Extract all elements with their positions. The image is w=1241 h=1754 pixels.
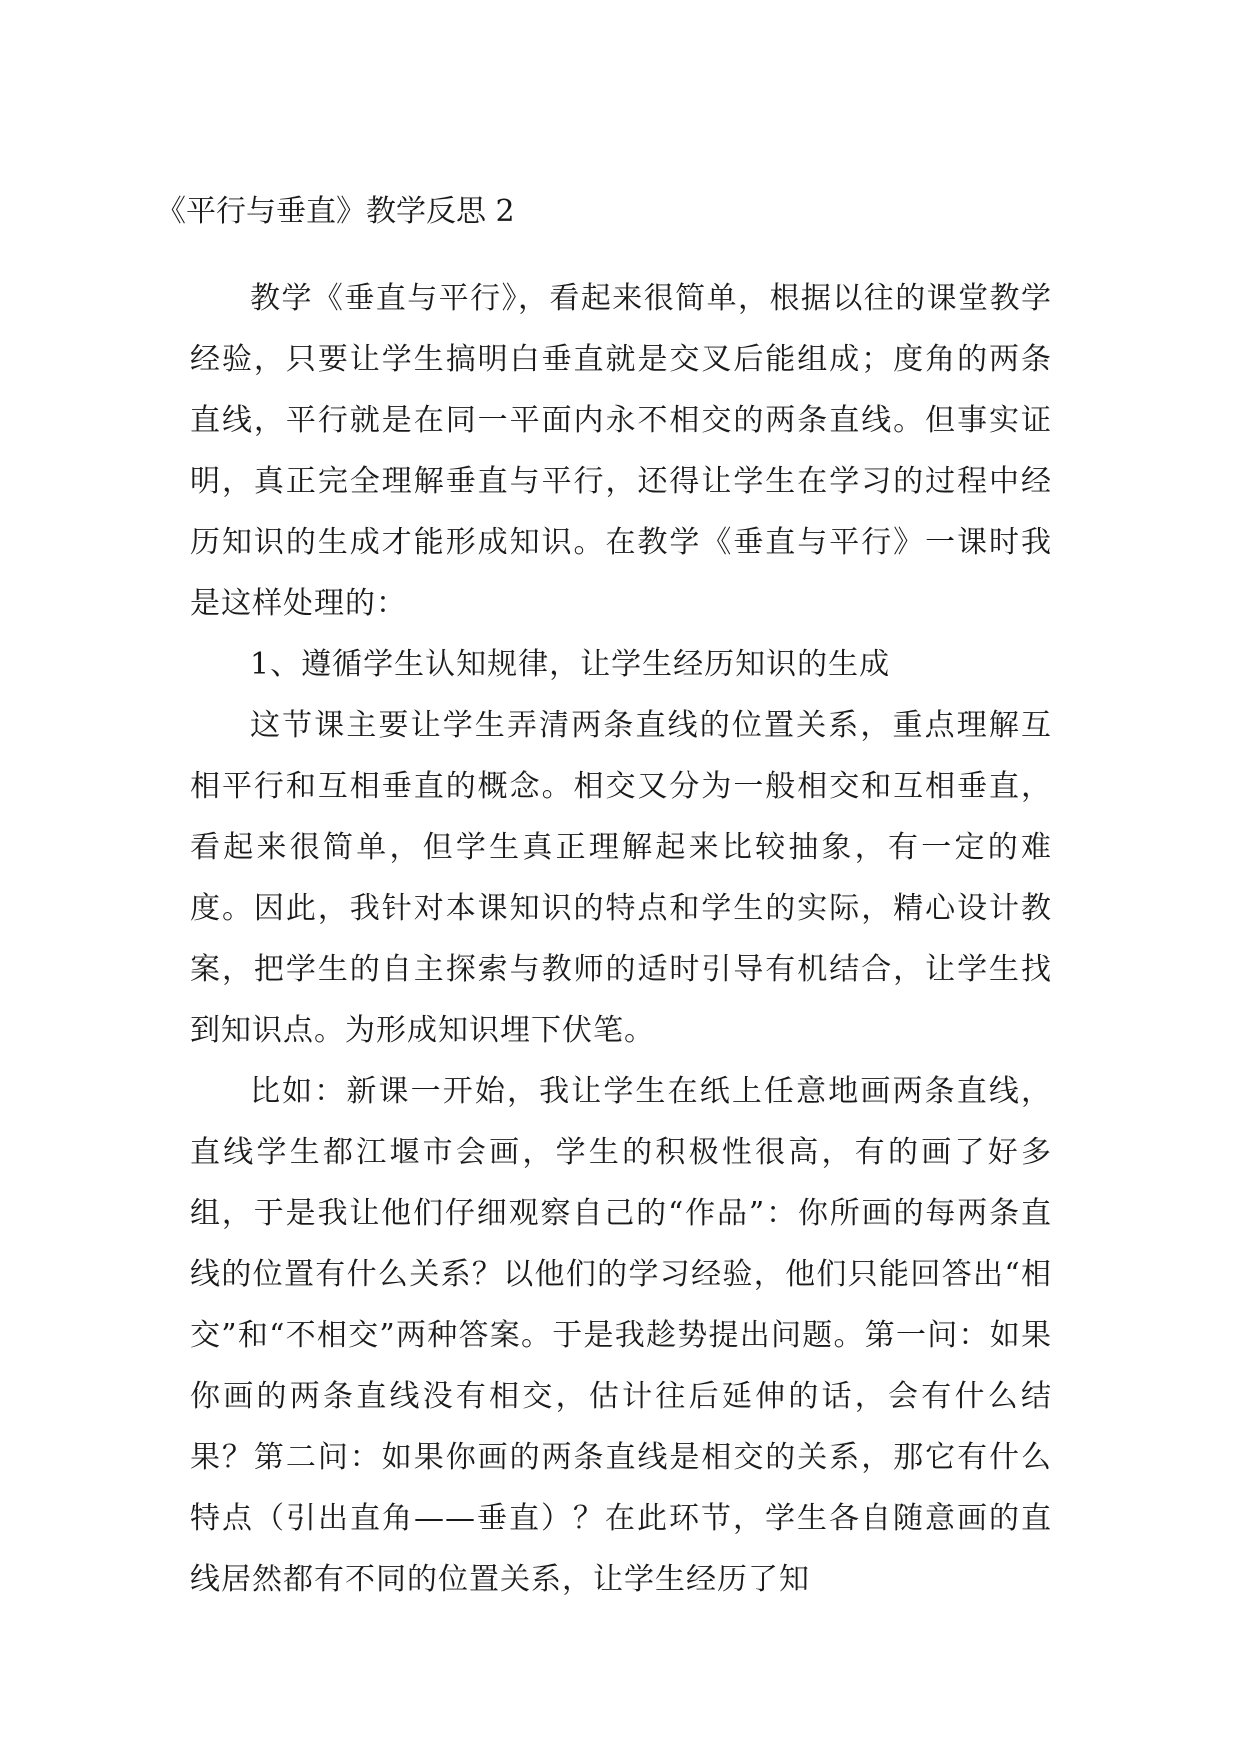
paragraph-lesson-focus: 这节课主要让学生弄清两条直线的位置关系，重点理解互相平行和互相垂直的概念。相交又分为一般相交和互相垂直，看起来很简单，但学生真正理解起来比较抽象，有一定的难度。因此，我针对本课知识的特点和学生的实际，精心设计教案，把学生的自主探索与教师的适时引导有机结合，让学生找到知识点。为形成知识埋下伏笔。 xyxy=(190,708,1052,1048)
paragraph-heading-1: 1、遵循学生认知规律，让学生经历知识的生成 xyxy=(250,647,891,682)
document-body xyxy=(190,268,1052,1610)
paragraph-example: 比如：新课一开始，我让学生在纸上任意地画两条直线，直线学生都江堰市会画，学生的积极性很高，有的画了好多组，于是我让他们仔细观察自己的“作品”：你所画的每两条直线的位置有什么关系？以他们的学习经验，他们只能回答出“相交”和“不相交”两种答案。于是我趁势提出问题。第一问：如果你画的两条直线没有相交，估计往后延伸的话，会有什么结果？第二问：如果你画的两条直线是相交的关系，那它有什么特点（引出直角——垂直）？在此环节，学生各自随意画的直线居然都有不同的位置关系，让学生经历了知 xyxy=(190,1074,1052,1597)
document-title: 《平行与垂直》教学反思 2 xyxy=(156,194,515,229)
paragraph-intro: 教学《垂直与平行》，看起来很简单，根据以往的课堂教学经验，只要让学生搞明白垂直就是交叉后能组成；度角的两条直线，平行就是在同一平面内永不相交的两条直线。但事实证明，真正完全理解垂直与平行，还得让学生在学习的过程中经历知识的生成才能形成知识。在教学《垂直与平行》一课时我是这样处理的： xyxy=(190,281,1052,621)
